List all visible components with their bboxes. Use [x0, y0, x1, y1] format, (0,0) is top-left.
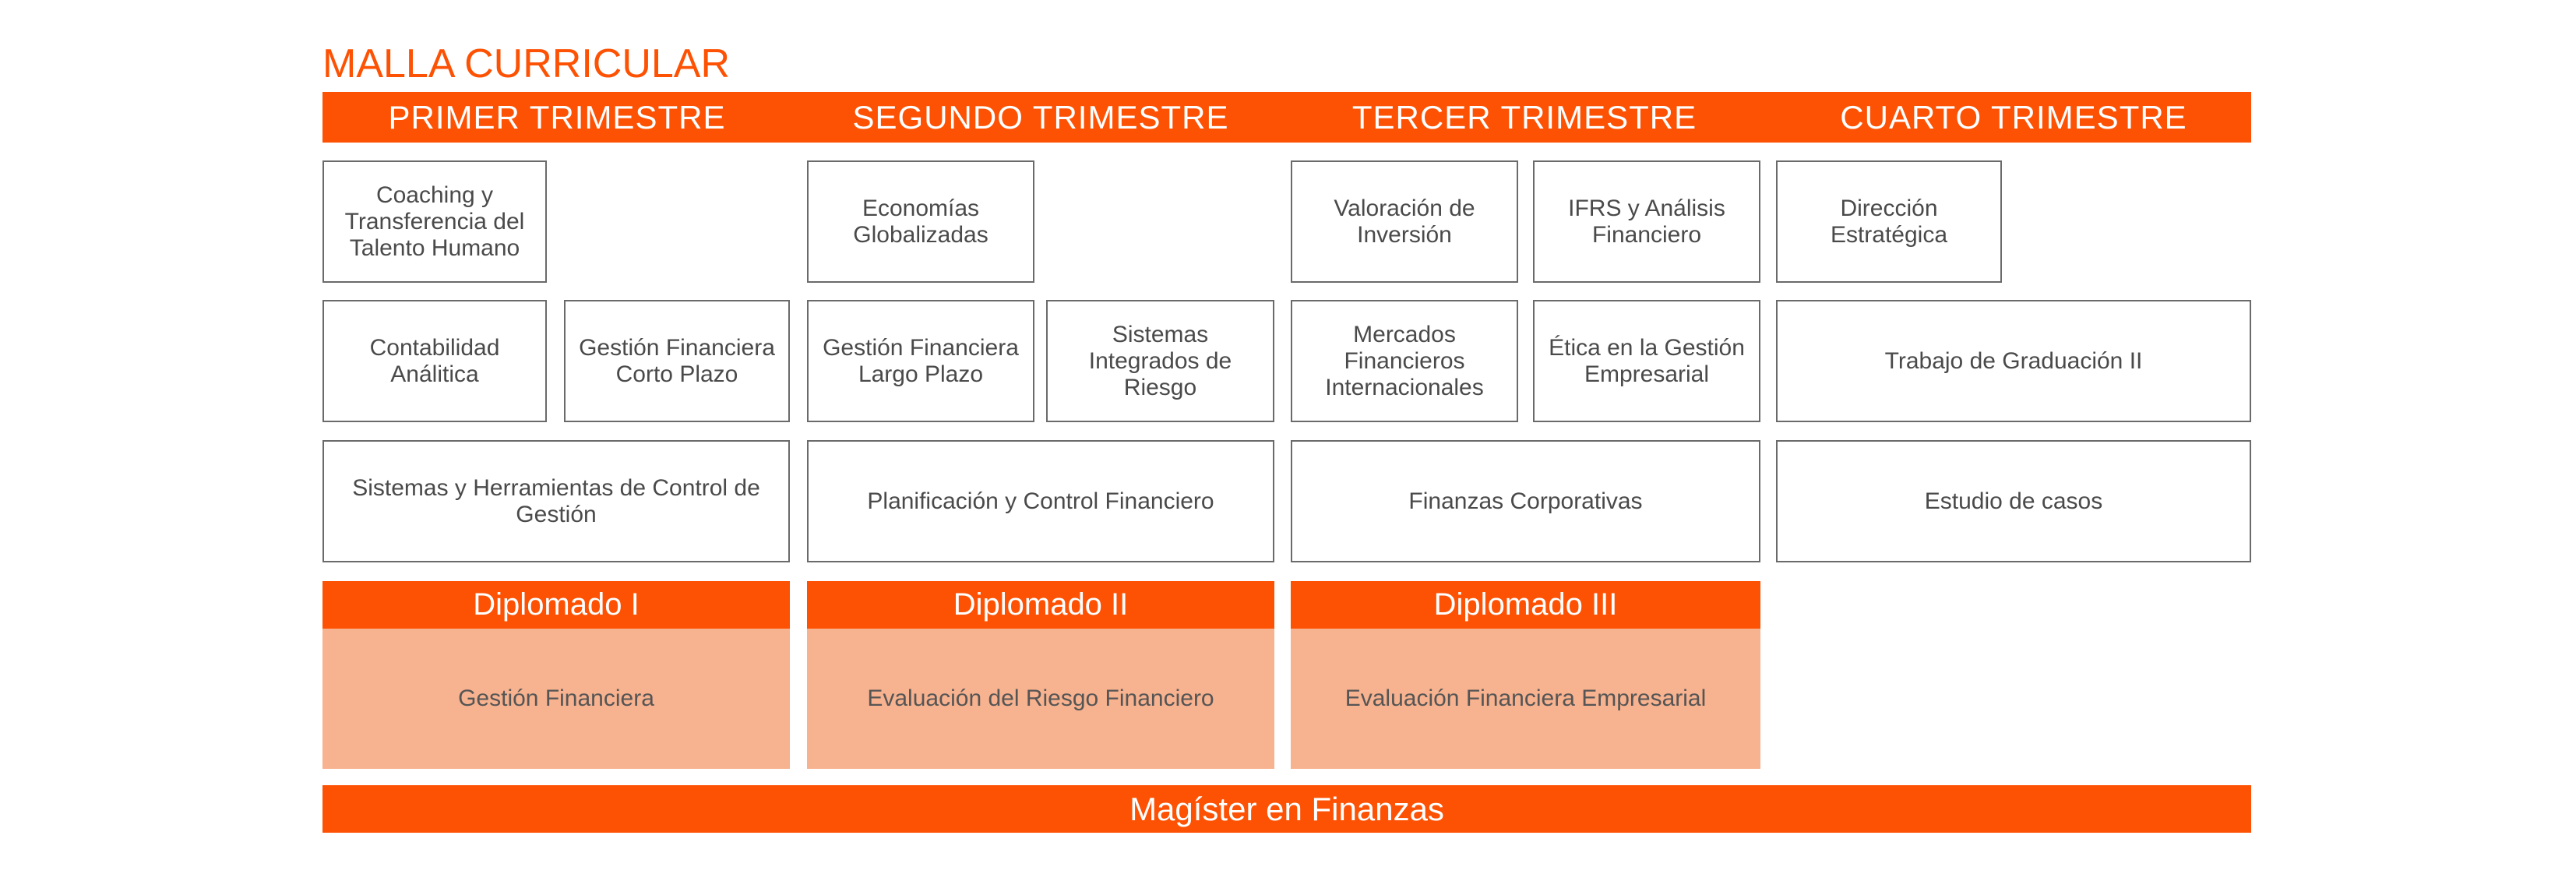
course-coaching: Coaching y Transferencia del Talento Humano [322, 160, 547, 283]
course-sistemas-integrados-riesgo: Sistemas Integrados de Riesgo [1046, 300, 1274, 422]
trimester-2-label: SEGUNDO TRIMESTRE [852, 99, 1229, 136]
course-mercados-financieros: Mercados Financieros Internacionales [1291, 300, 1518, 422]
diploma-1-header: Diplomado I [322, 581, 790, 629]
course-direccion-estrategica: Dirección Estratégica [1776, 160, 2002, 283]
diploma-2-header: Diplomado II [807, 581, 1274, 629]
diploma-2-course: Evaluación del Riesgo Financiero [807, 629, 1274, 769]
degree-bar: Magíster en Finanzas [322, 785, 2251, 833]
trimester-3-label: TERCER TRIMESTRE [1351, 99, 1697, 136]
course-estudio-casos: Estudio de casos [1776, 440, 2251, 562]
course-economias-globalizadas: Economías Globalizadas [807, 160, 1034, 283]
course-finanzas-corporativas: Finanzas Corporativas [1291, 440, 1760, 562]
course-sistemas-control-gestion: Sistemas y Herramientas de Control de Gestión [322, 440, 790, 562]
course-valoracion-inversion: Valoración de Inversión [1291, 160, 1518, 283]
course-contabilidad-analitica: Contabilidad Análitica [322, 300, 547, 422]
diploma-3-course: Evaluación Financiera Empresarial [1291, 629, 1760, 769]
page-title: MALLA CURRICULAR [322, 41, 731, 86]
course-gestion-corto-plazo: Gestión Financiera Corto Plazo [564, 300, 790, 422]
trimester-4-label: CUARTO TRIMESTRE [1840, 99, 2187, 136]
course-etica-gestion: Ética en la Gestión Empresarial [1533, 300, 1760, 422]
course-gestion-largo-plazo: Gestión Financiera Largo Plazo [807, 300, 1034, 422]
course-trabajo-graduacion: Trabajo de Graduación II [1776, 300, 2251, 422]
diploma-1-course: Gestión Financiera [322, 629, 790, 769]
diploma-3-header: Diplomado III [1291, 581, 1760, 629]
course-planificacion-control: Planificación y Control Financiero [807, 440, 1274, 562]
trimester-1-label: PRIMER TRIMESTRE [388, 99, 726, 136]
course-ifrs: IFRS y Análisis Financiero [1533, 160, 1760, 283]
